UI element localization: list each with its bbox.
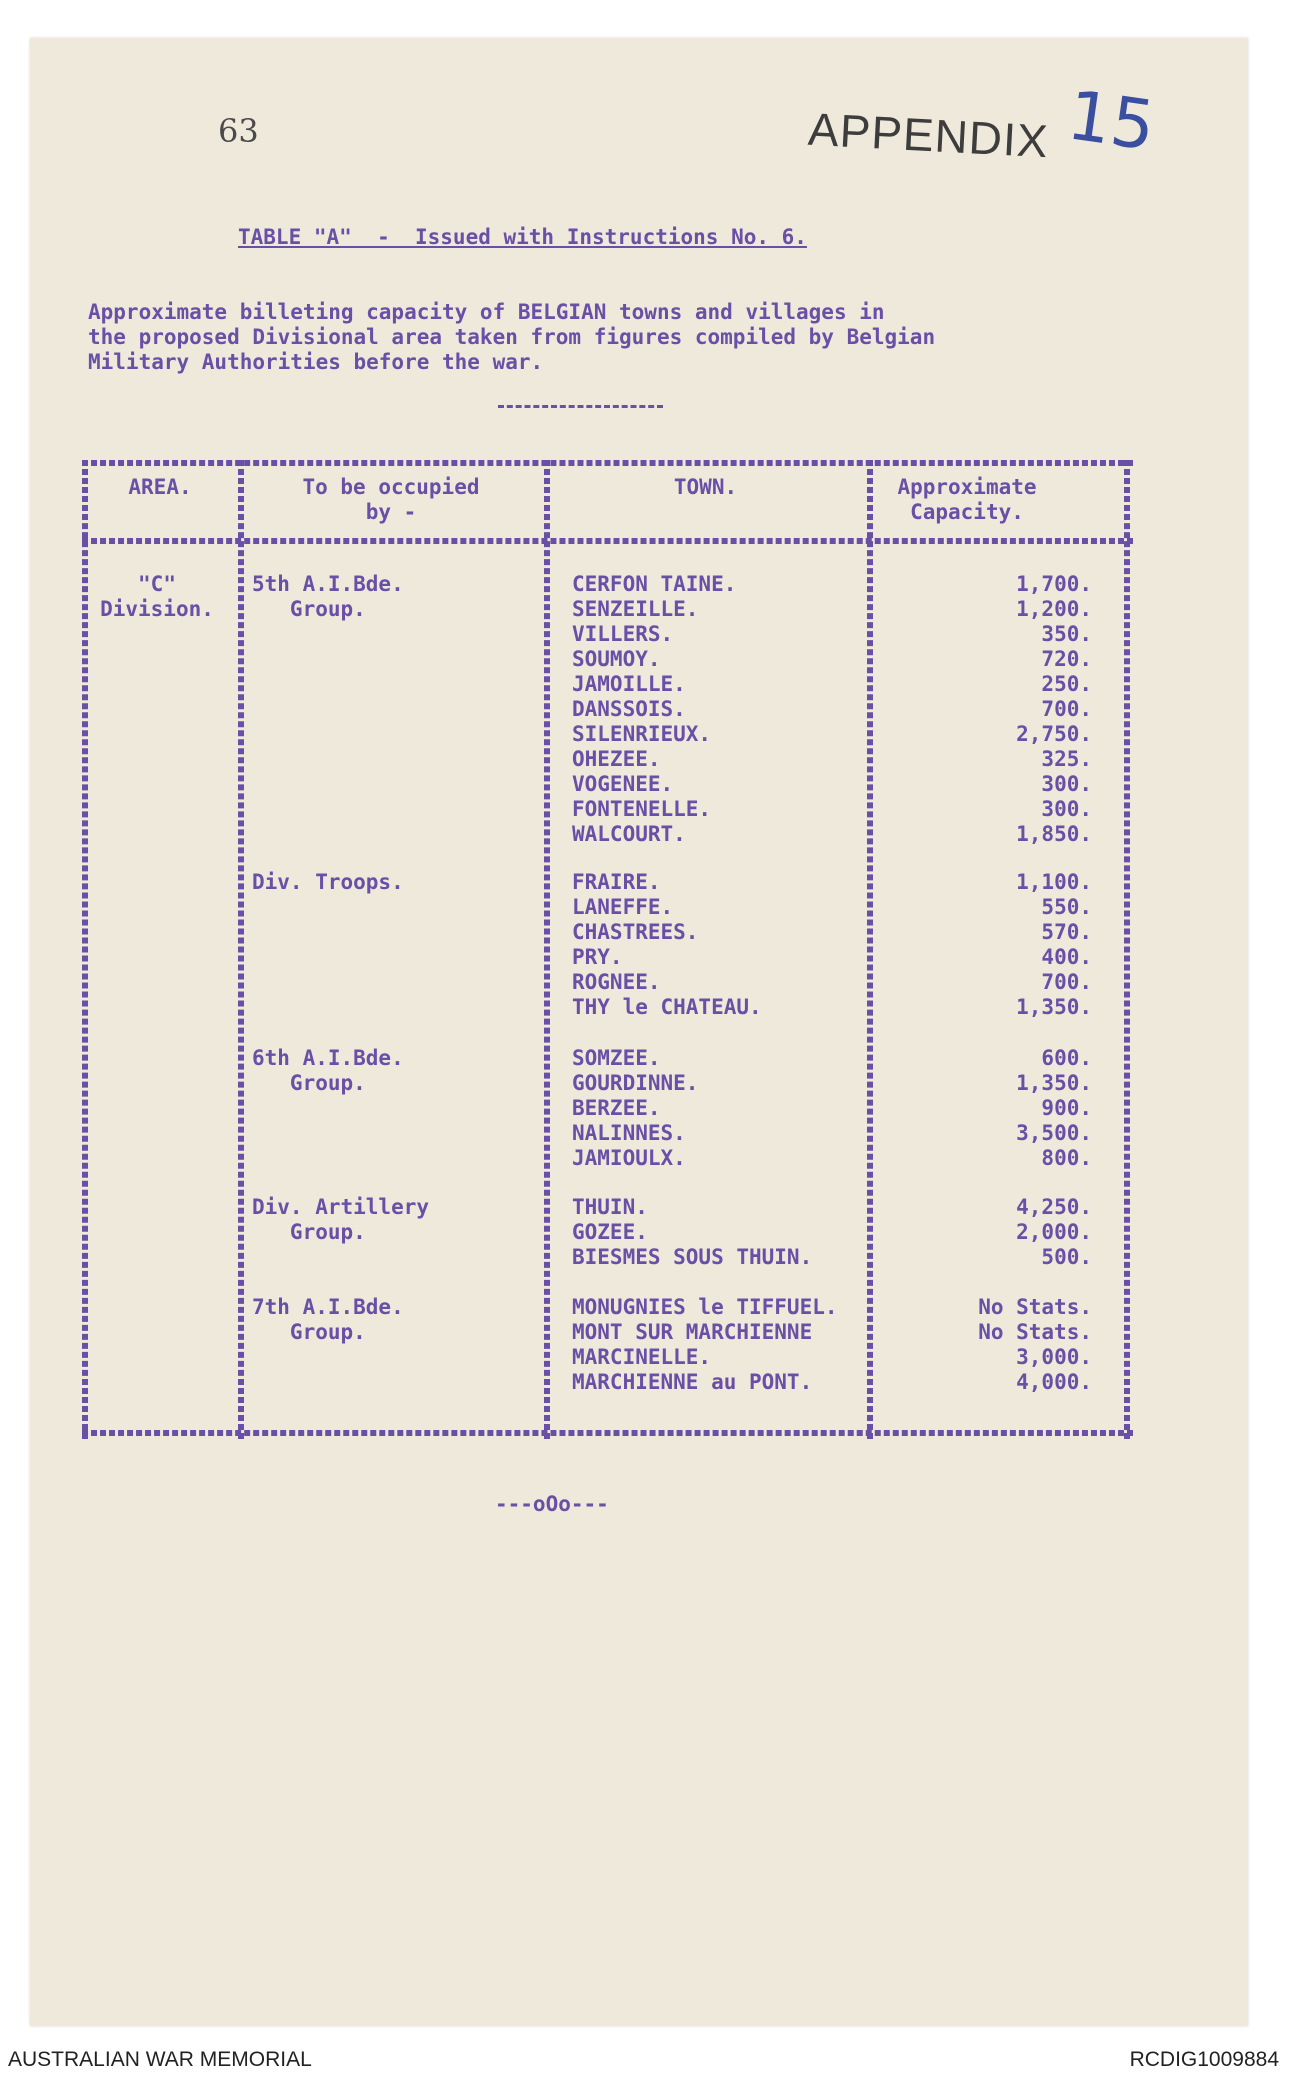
group-occupied: Div. Artillery Group.: [252, 1195, 430, 1244]
billeting-table: [82, 460, 1127, 1435]
header-town: TOWN.: [673, 475, 738, 499]
group-towns: CERFON TAINE. SENZEILLE. VILLERS. SOUMOY. JAMOILLE. DANSSOIS. SILENRIEUX. OHEZEE. VOGENEE. FONTENELLE. WALCOURT.: [572, 572, 737, 846]
header-capacity: Approximate Capacity.: [897, 475, 1037, 524]
group-occupied: Div. Troops.: [252, 870, 404, 894]
group-towns: THUIN. GOZEE. BIESMES SOUS THUIN.: [572, 1195, 813, 1269]
group-towns: MONUGNIES le TIFFUEL. MONT SUR MARCHIENNE MARCINELLE. MARCHIENNE au PONT.: [572, 1295, 838, 1394]
footer-credit: AUSTRALIAN WAR MEMORIAL: [8, 2048, 312, 2071]
table-border-right: [1124, 460, 1130, 1439]
footer-reference: RCDIG1009884: [1129, 2048, 1279, 2071]
group-capacities: 600. 1,350. 900. 3,500. 800.: [1016, 1046, 1092, 1170]
group-capacities: 1,700. 1,200. 350. 720. 250. 700. 2,750. 325. 300. 300. 1,850.: [1016, 572, 1092, 846]
table-divider-1: [238, 460, 244, 1439]
group-towns: SOMZEE. GOURDINNE. BERZEE. NALINNES. JAMIOULX.: [572, 1046, 699, 1170]
group-towns: FRAIRE. LANEFFE. CHASTREES. PRY. ROGNEE. THY le CHATEAU.: [572, 870, 762, 1019]
divider-rule: [498, 405, 663, 408]
header-occupied: To be occupied by -: [302, 475, 480, 524]
group-capacities: 4,250. 2,000. 500.: [1016, 1195, 1092, 1269]
group-occupied: 6th A.I.Bde. Group.: [252, 1046, 404, 1095]
group-capacities: No Stats. No Stats. 3,000. 4,000.: [978, 1295, 1092, 1394]
group-occupied: 7th A.I.Bde. Group.: [252, 1295, 404, 1344]
page-number: 63: [218, 112, 259, 150]
table-title: TABLE "A" - Issued with Instructions No. 6.: [238, 225, 807, 249]
group-capacities: 1,100. 550. 570. 400. 700. 1,350.: [1016, 870, 1092, 1019]
end-mark: ---oOo---: [495, 1492, 609, 1516]
appendix-number: 15: [1062, 76, 1160, 167]
intro-paragraph: Approximate billeting capacity of BELGIAN towns and villages in the proposed Divisional area taken from figures compiled by Belgian Military Authorities before the war.: [88, 300, 936, 374]
appendix-stamp: APPENDIX: [806, 102, 1050, 168]
header-area: AREA.: [128, 475, 192, 499]
group-occupied: 5th A.I.Bde. Group.: [252, 572, 404, 621]
area-cell: "C" Division.: [100, 572, 214, 621]
